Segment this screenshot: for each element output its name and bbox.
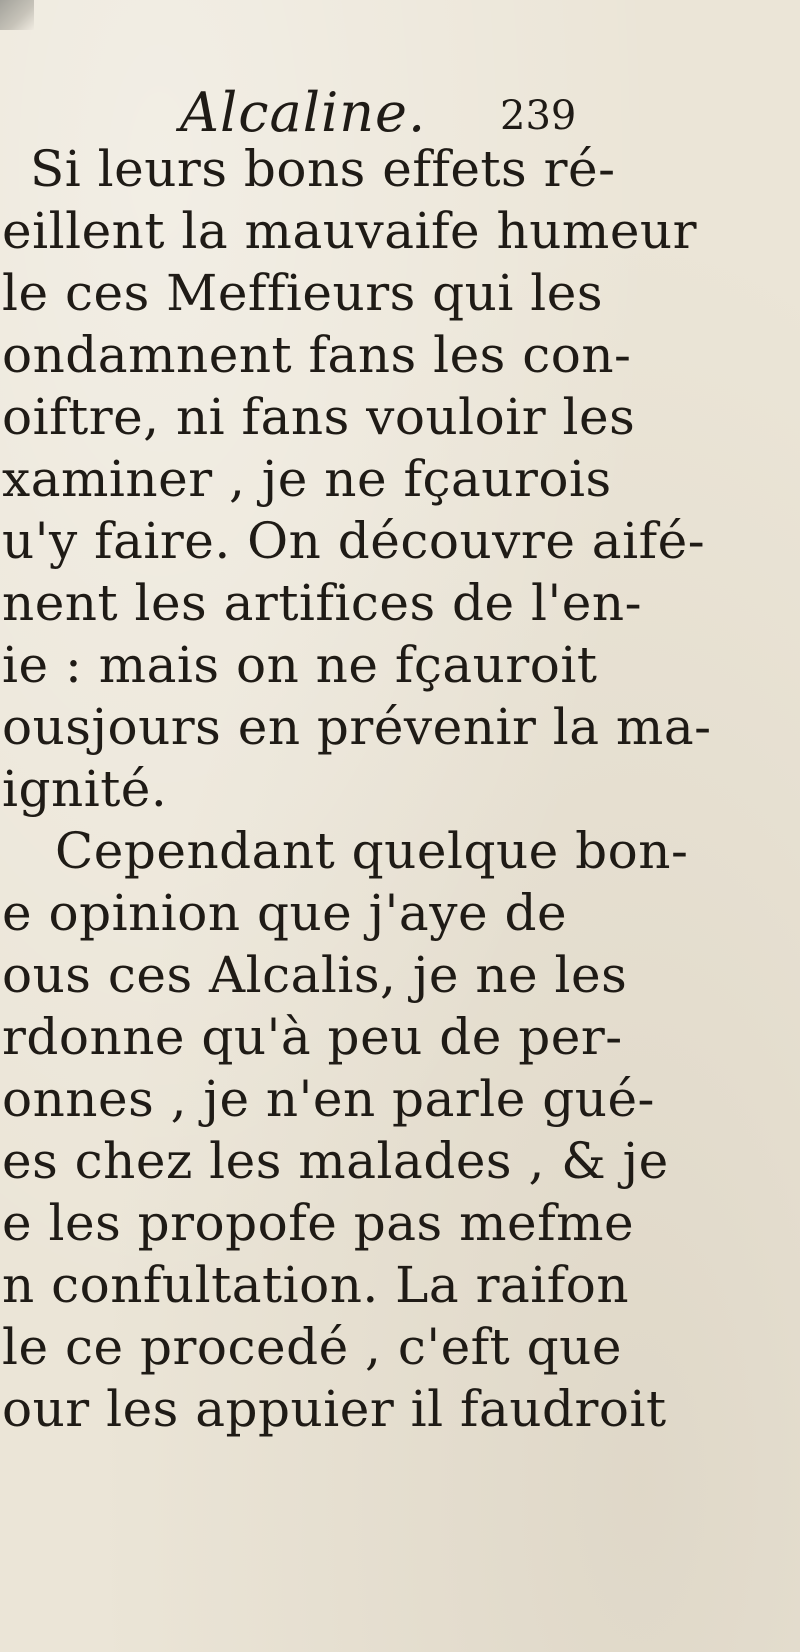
text-line: Si leurs bons effets ré- — [30, 140, 616, 198]
text-line: es chez les malades , & je — [2, 1132, 669, 1190]
text-line: le ce procedé , c'eft que — [2, 1318, 622, 1376]
text-line: ondamnent fans les con- — [2, 326, 632, 384]
text-line: eillent la mauvaife humeur — [2, 202, 698, 260]
page-number: 239 — [500, 93, 577, 139]
text-line: oiftre, ni fans vouloir les — [2, 388, 636, 446]
text-line: u'y faire. On découvre aifé- — [2, 512, 706, 570]
text-line: le ces Meffieurs qui les — [2, 264, 603, 322]
text-line: ignité. — [2, 760, 168, 818]
page-corner-shadow — [0, 0, 34, 30]
running-title: Alcaline. — [180, 81, 427, 144]
text-line: ie : mais on ne fçauroit — [2, 636, 598, 694]
text-line: onnes , je n'en parle gué- — [2, 1070, 655, 1128]
text-line: e opinion que j'aye de — [2, 884, 568, 942]
text-line: ous ces Alcalis, je ne les — [2, 946, 628, 1004]
body-text — [0, 138, 790, 1440]
text-line: nent les artifices de l'en- — [2, 574, 642, 632]
text-line: e les propofe pas mefme — [2, 1194, 635, 1252]
text-line: n confultation. La raifon — [2, 1256, 630, 1314]
text-line: xaminer , je ne fçaurois — [2, 450, 612, 508]
text-line: ousjours en prévenir la ma- — [2, 698, 712, 756]
text-line: our les appuier il faudroit — [2, 1380, 667, 1438]
text-line: Cependant quelque bon- — [55, 822, 689, 880]
text-line: rdonne qu'à peu de per- — [2, 1008, 623, 1066]
